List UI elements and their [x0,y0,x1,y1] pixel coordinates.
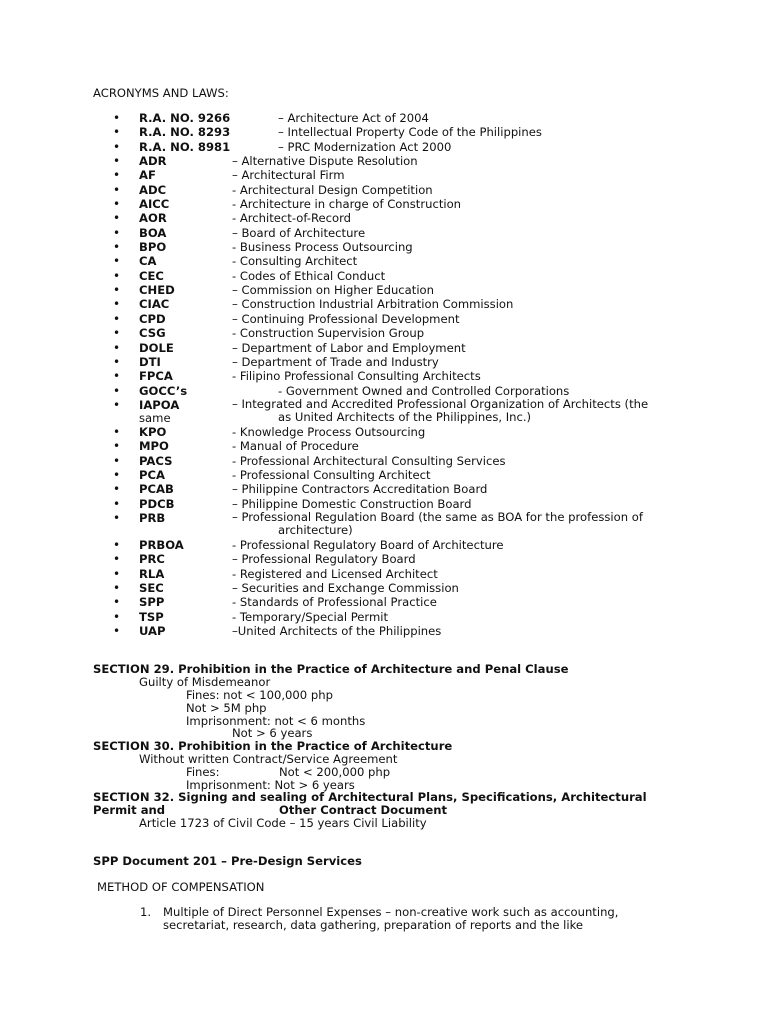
acronym-term [139,624,166,638]
acronym-definition [232,552,416,566]
acronym-definition-text: - Architectural Design Competition [232,182,433,197]
acronym-definition [232,468,431,482]
acronym-list-item [0,140,768,154]
acronym-list-item [0,468,768,482]
acronym-list [0,111,768,638]
acronym-term [139,341,174,355]
acronym-definition [278,111,429,125]
acronym-list-item [0,369,768,383]
acronym-definition-continued: architecture) [278,522,353,537]
bullet-icon: • [113,326,121,341]
acronym-term [139,511,165,525]
acronym-definition [278,140,451,154]
bullet-icon: • [113,424,121,439]
acronym-term-text: DTI [139,354,161,369]
acronym-definition-text: – Architectural Firm [232,168,345,183]
spp-document-title: SPP Document 201 – Pre-Design Services [93,854,362,868]
acronym-list-item [0,454,768,468]
section-30-line: Not < 200,000 php [279,765,391,779]
acronym-definition [232,226,365,240]
compensation-item-text: Multiple of Direct Personnel Expenses – non-creative work such as accounting, [163,905,619,919]
acronym-term-text: CSG [139,326,166,341]
bullet-icon: • [113,268,121,283]
acronym-term-text: PCAB [139,482,174,497]
acronym-term [139,183,166,197]
acronym-definition [232,240,413,254]
bullet-icon: • [113,168,121,183]
acronym-definition [232,154,418,168]
acronym-list-item [0,326,768,340]
acronym-definition [232,398,657,424]
acronym-definition [232,567,438,581]
acronym-list-item [0,610,768,624]
bullet-icon: • [113,510,121,525]
section-30-line: Fines: [186,765,220,779]
acronym-term-text: CA [139,254,157,269]
acronym-definition-text: - Professional Consulting Architect [232,467,431,482]
bullet-icon: • [113,467,121,482]
acronym-definition-text: - Knowledge Process Outsourcing [232,424,426,439]
acronym-term-text: CPD [139,311,166,326]
acronym-term [139,384,187,398]
acronym-definition-text: – Continuing Professional Development [232,311,460,326]
section-29-line: Not > 6 years [232,726,313,740]
acronym-list-item [0,384,768,398]
acronym-list-item [0,567,768,581]
acronym-definition-text: - Filipino Professional Consulting Architects [232,369,481,384]
acronym-definition [232,439,359,453]
acronym-definition [232,254,357,268]
bullet-icon: • [113,537,121,552]
acronym-definition [232,168,345,182]
acronym-list-item [0,197,768,211]
acronym-term-text: UAP [139,624,166,638]
section-30-line: Imprisonment: Not > 6 years [186,778,355,792]
acronym-definition-text: – Securities and Exchange Commission [232,580,459,595]
acronym-definition [278,125,542,139]
acronym-term-text: PRB [139,510,166,525]
method-of-compensation-heading: METHOD OF COMPENSATION [97,880,265,894]
acronym-term-text: IAPOA [139,397,180,412]
bullet-icon: • [113,139,121,154]
acronym-list-item [0,497,768,511]
acronym-definition-text: – Board of Architecture [232,225,366,240]
acronym-list-item [0,297,768,311]
section-29-line: Fines: not < 100,000 php [186,688,333,702]
acronym-definition [232,581,459,595]
acronym-list-item [0,226,768,240]
acronym-definition-text: - Government Owned and Controlled Corporations [278,383,570,398]
bullet-icon: • [113,482,121,497]
acronym-definition-text: - Registered and Licensed Architect [232,566,438,581]
acronym-definition [232,482,487,496]
acronym-definition [232,312,460,326]
bullet-icon: • [113,225,121,240]
acronym-term [139,168,156,182]
acronym-term [139,226,166,240]
acronym-list-item [0,154,768,168]
bullet-icon: • [113,311,121,326]
acronym-definition [232,511,657,537]
section-29-line: Imprisonment: not < 6 months [186,714,366,728]
acronym-list-item [0,254,768,268]
acronym-term [139,240,166,254]
acronym-term-text: FPCA [139,369,173,384]
acronym-term-text: SEC [139,580,164,595]
acronym-definition [232,595,437,609]
section-32-line: Article 1723 of Civil Code – 15 years Civil Liability [139,816,427,830]
acronym-definition-text: – Department of Trade and Industry [232,354,439,369]
acronym-term-text: PRBOA [139,537,184,552]
acronym-term-text: CHED [139,283,175,298]
acronym-term [139,538,184,552]
section-32-title-cont: Permit and [93,803,166,817]
acronym-definition-text: - Professional Regulatory Board of Architecture [232,537,504,552]
acronym-list-item [0,581,768,595]
acronym-term-text: KPO [139,424,167,439]
acronym-list-item [0,283,768,297]
acronym-term [139,355,161,369]
acronym-term [139,140,230,154]
acronym-definition-text: - Business Process Outsourcing [232,240,413,255]
acronym-definition-text: - Consulting Architect [232,254,358,269]
acronym-definition-continued: as United Architects of the Philippines, Inc.) [278,409,532,424]
bullet-icon: • [113,182,121,197]
acronym-list-item [0,111,768,125]
bullet-icon: • [113,383,121,398]
bullet-icon: • [113,297,121,312]
bullet-icon: • [113,595,121,610]
acronym-term-text: RLA [139,566,165,581]
acronym-definition [232,369,481,383]
acronym-list-item [0,183,768,197]
acronym-list-item [0,269,768,283]
acronym-list-item [0,211,768,225]
acronym-term-text: BOA [139,225,167,240]
acronym-definition-text: – Professional Regulation Board (the same as BOA for the profession of [232,509,643,524]
acronym-term-text: AICC [139,197,170,212]
acronym-term-text: ADR [139,154,167,169]
acronym-term [139,454,172,468]
acronym-term [139,595,164,609]
bullet-icon: • [113,254,121,269]
acronym-term-text: PDCB [139,496,175,511]
acronym-definition [232,355,439,369]
acronym-term-text: GOCC’s [139,383,188,398]
acronym-term [139,567,164,581]
acronym-term-text: PCA [139,467,165,482]
acronym-list-item [0,125,768,139]
section-30-title: SECTION 30. Prohibition in the Practice of Architecture [93,739,453,753]
acronym-term [139,154,167,168]
acronym-definition-text: - Temporary/Special Permit [232,609,389,624]
list-number: 1. [140,905,152,919]
acronym-definition-text: - Construction Supervision Group [232,326,425,341]
acronym-definition [232,269,385,283]
acronym-list-item [0,168,768,182]
acronym-term [139,552,165,566]
acronym-definition-text: - Manual of Procedure [232,439,359,454]
acronym-definition [232,183,433,197]
section-32-title: SECTION 32. Signing and sealing of Architectural Plans, Specifications, Architectural [93,790,647,804]
acronym-term [139,297,169,311]
acronym-term-text: PACS [139,453,173,468]
acronym-list-item [0,425,768,439]
acronym-term-text: PRC [139,552,165,567]
bullet-icon: • [113,580,121,595]
section-29-title: SECTION 29. Prohibition in the Practice of Architecture and Penal Clause [93,662,569,676]
acronym-list-item [0,482,768,496]
acronym-term-text: AOR [139,211,167,226]
acronym-definition-text: – Architecture Act of 2004 [278,111,429,125]
acronym-term [139,326,166,340]
acronym-term [139,398,179,425]
bullet-icon: • [113,111,121,125]
acronym-definition-text: – Intellectual Property Code of the Philippines [278,125,542,140]
acronym-definition-text: – Commission on Higher Education [232,283,434,298]
acronym-term-text: DOLE [139,340,174,355]
bullet-icon: • [113,340,121,355]
acronym-term-text: ADC [139,182,167,197]
acronym-term [139,269,164,283]
bullet-icon: • [113,624,121,638]
acronym-term [139,425,166,439]
acronym-list-item [0,595,768,609]
acronym-term [139,497,174,511]
bullet-icon: • [113,369,121,384]
bullet-icon: • [113,609,121,624]
section-30-line: Without written Contract/Service Agreement [139,752,398,766]
acronym-definition [232,425,425,439]
acronym-definition-text: - Codes of Ethical Conduct [232,268,386,283]
acronym-term [139,254,156,268]
acronym-term-tail: same [139,411,171,426]
bullet-icon: • [113,125,121,140]
section-29-line: Guilty of Misdemeanor [139,675,271,689]
acronym-list-item [0,439,768,453]
acronym-definition [232,297,513,311]
acronym-term [139,369,173,383]
acronym-definition-text: - Architecture in charge of Construction [232,197,462,212]
acronym-definition-text: – PRC Modernization Act 2000 [278,139,452,154]
bullet-icon: • [113,154,121,169]
acronym-definition-text: - Architect-of-Record [232,211,352,226]
acronym-definition [278,384,569,398]
acronym-term [139,312,166,326]
acronym-definition-text: – Integrated and Accredited Professional Organization of Architects (the [232,396,649,411]
acronym-definition [232,283,434,297]
acronym-term [139,581,164,595]
acronym-definition-text: – Professional Regulatory Board [232,552,416,567]
acronym-definition-text: - Professional Architectural Consulting Services [232,453,506,468]
acronym-list-item [0,341,768,355]
acronym-definition [232,538,503,552]
bullet-icon: • [113,283,121,298]
section-29-line: Not > 5M php [186,701,267,715]
acronyms-heading: ACRONYMS AND LAWS: [93,86,229,100]
bullet-icon: • [113,240,121,255]
acronym-definition-text: - Standards of Professional Practice [232,595,437,610]
acronym-term [139,283,175,297]
acronym-definition [232,326,424,340]
acronym-term-text: AF [139,168,156,183]
bullet-icon: • [113,552,121,567]
acronym-list-item [0,624,768,638]
acronym-definition-text: –United Architects of the Philippines [232,624,442,638]
section-32-title-cont: Other Contract Document [279,803,447,817]
acronym-list-item [0,240,768,254]
acronym-term-text: R.A. NO. 9266 [139,111,231,125]
acronym-definition-text: – Philippine Domestic Construction Board [232,496,472,511]
acronym-list-item [0,312,768,326]
acronym-definition-text: – Construction Industrial Arbitration Commission [232,297,514,312]
acronym-term-text: TSP [139,609,164,624]
acronym-term-text: R.A. NO. 8981 [139,139,231,154]
acronym-definition [232,454,506,468]
acronym-term-text: MPO [139,439,169,454]
acronym-definition [232,197,461,211]
acronym-term [139,125,230,139]
acronym-definition [232,610,388,624]
acronym-list-item [0,538,768,552]
acronym-term [139,197,169,211]
acronym-term [139,211,167,225]
acronym-definition-text: – Alternative Dispute Resolution [232,154,418,169]
acronym-definition [232,341,466,355]
acronym-term-text: SPP [139,595,165,610]
bullet-icon: • [113,439,121,454]
acronym-term-text: BPO [139,240,167,255]
acronym-list-item [0,398,768,425]
acronym-definition-text: – Philippine Contractors Accreditation Board [232,482,488,497]
bullet-icon: • [113,496,121,511]
acronym-term-text: CIAC [139,297,170,312]
acronym-definition [232,497,471,511]
bullet-icon: • [113,354,121,369]
acronym-term-text: CEC [139,268,164,283]
compensation-item-text: secretariat, research, data gathering, preparation of reports and the like [163,918,584,932]
bullet-icon: • [113,453,121,468]
acronym-list-item [0,355,768,369]
acronym-definition [232,211,351,225]
acronym-term [139,111,230,125]
bullet-icon: • [113,566,121,581]
acronym-list-item [0,552,768,566]
acronym-term [139,610,164,624]
acronym-list-item [0,511,768,538]
acronym-definition [232,624,441,638]
acronym-term [139,468,165,482]
acronym-term [139,482,174,496]
acronym-term [139,439,169,453]
bullet-icon: • [113,197,121,212]
acronym-term-text: R.A. NO. 8293 [139,125,231,140]
bullet-icon: • [113,397,121,412]
bullet-icon: • [113,211,121,226]
acronym-definition-text: – Department of Labor and Employment [232,340,466,355]
